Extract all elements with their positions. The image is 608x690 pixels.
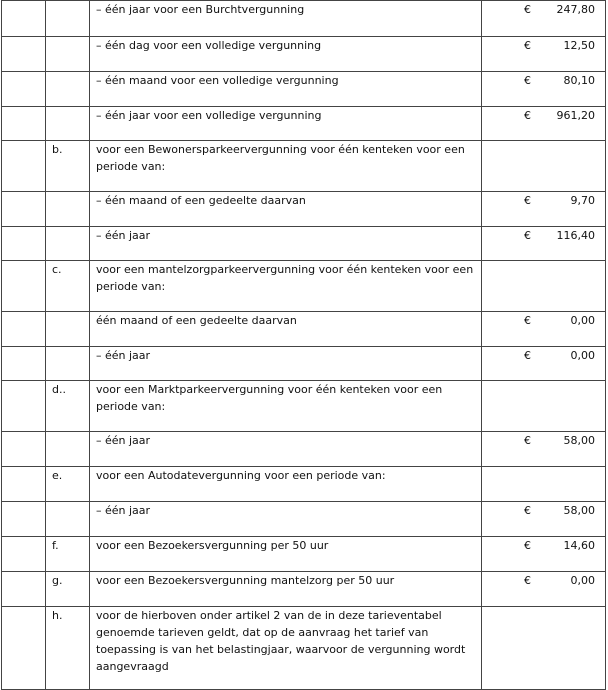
currency-symbol: € bbox=[524, 314, 531, 327]
row-description: voor een Bezoekersvergunning per 50 uur bbox=[90, 537, 482, 572]
row-label: h. bbox=[46, 607, 90, 690]
row-label bbox=[46, 347, 90, 381]
row-description: voor een Marktparkeervergunning voor één kenteken voor een periode van: bbox=[90, 381, 482, 432]
table-row bbox=[2, 192, 606, 227]
currency-symbol: € bbox=[524, 229, 531, 242]
currency-symbol: € bbox=[524, 349, 531, 362]
tariff-table-body bbox=[2, 1, 606, 690]
row-label: g. bbox=[46, 572, 90, 607]
row-label bbox=[46, 37, 90, 72]
amount-value: 247,80 bbox=[556, 3, 595, 16]
amount-cell bbox=[482, 312, 606, 347]
table-row bbox=[2, 312, 606, 347]
amount-value: 0,00 bbox=[570, 574, 595, 587]
row-label bbox=[46, 72, 90, 107]
blank-cell bbox=[2, 72, 46, 107]
table-row bbox=[2, 502, 606, 537]
table-row bbox=[2, 141, 606, 192]
blank-cell bbox=[2, 261, 46, 312]
row-label bbox=[46, 1, 90, 37]
currency-symbol: € bbox=[524, 39, 531, 52]
currency-symbol: € bbox=[524, 109, 531, 122]
blank-cell bbox=[2, 572, 46, 607]
blank-cell bbox=[2, 227, 46, 261]
row-label: b. bbox=[46, 141, 90, 192]
blank-cell bbox=[2, 141, 46, 192]
row-description: – één jaar bbox=[90, 227, 482, 261]
row-description: – één jaar bbox=[90, 347, 482, 381]
row-label bbox=[46, 432, 90, 467]
blank-cell bbox=[2, 432, 46, 467]
amount-value: 961,20 bbox=[556, 109, 595, 122]
table-row bbox=[2, 537, 606, 572]
row-label: f. bbox=[46, 537, 90, 572]
table-row bbox=[2, 607, 606, 690]
table-row bbox=[2, 381, 606, 432]
table-row bbox=[2, 227, 606, 261]
table-row bbox=[2, 1, 606, 37]
table-row bbox=[2, 72, 606, 107]
amount-cell bbox=[482, 432, 606, 467]
row-label bbox=[46, 502, 90, 537]
row-label bbox=[46, 192, 90, 227]
amount-cell bbox=[482, 381, 606, 432]
amount-value: 58,00 bbox=[563, 434, 595, 447]
row-label bbox=[46, 107, 90, 141]
currency-symbol: € bbox=[524, 3, 531, 16]
blank-cell bbox=[2, 1, 46, 37]
amount-cell bbox=[482, 261, 606, 312]
table-row bbox=[2, 572, 606, 607]
row-description: – één jaar voor een Burchtvergunning bbox=[90, 1, 482, 37]
blank-cell bbox=[2, 192, 46, 227]
amount-cell bbox=[482, 227, 606, 261]
row-description: voor een Autodatevergunning voor een periode van: bbox=[90, 467, 482, 502]
row-description: – één dag voor een volledige vergunning bbox=[90, 37, 482, 72]
amount-cell bbox=[482, 37, 606, 72]
amount-value: 58,00 bbox=[563, 504, 595, 517]
row-description: – één maand voor een volledige vergunning bbox=[90, 72, 482, 107]
row-description: – één jaar bbox=[90, 432, 482, 467]
currency-symbol: € bbox=[524, 539, 531, 552]
table-row bbox=[2, 467, 606, 502]
blank-cell bbox=[2, 107, 46, 141]
blank-cell bbox=[2, 467, 46, 502]
row-label: e. bbox=[46, 467, 90, 502]
amount-value: 9,70 bbox=[570, 194, 595, 207]
blank-cell bbox=[2, 347, 46, 381]
currency-symbol: € bbox=[524, 574, 531, 587]
row-label: c. bbox=[46, 261, 90, 312]
row-description: één maand of een gedeelte daarvan bbox=[90, 312, 482, 347]
blank-cell bbox=[2, 537, 46, 572]
amount-cell bbox=[482, 141, 606, 192]
table-row bbox=[2, 261, 606, 312]
row-description: – één jaar bbox=[90, 502, 482, 537]
row-description: – één jaar voor een volledige vergunning bbox=[90, 107, 482, 141]
amount-cell bbox=[482, 347, 606, 381]
row-description: voor de hierboven onder artikel 2 van de in deze tarieventabel genoemde tarieven geldt, dat op de aanvraag het tarief van toepassing is van het belastingjaar, waarvoor de vergunning wordt aangevraagd bbox=[90, 607, 482, 690]
blank-cell bbox=[2, 37, 46, 72]
amount-value: 0,00 bbox=[570, 349, 595, 362]
row-description: voor een Bezoekersvergunning mantelzorg per 50 uur bbox=[90, 572, 482, 607]
amount-cell bbox=[482, 467, 606, 502]
amount-cell bbox=[482, 192, 606, 227]
currency-symbol: € bbox=[524, 434, 531, 447]
table-row bbox=[2, 347, 606, 381]
amount-value: 12,50 bbox=[563, 39, 595, 52]
currency-symbol: € bbox=[524, 194, 531, 207]
table-row bbox=[2, 432, 606, 467]
blank-cell bbox=[2, 607, 46, 690]
blank-cell bbox=[2, 381, 46, 432]
amount-cell bbox=[482, 72, 606, 107]
row-label bbox=[46, 227, 90, 261]
row-description: voor een Bewonersparkeervergunning voor één kenteken voor een periode van: bbox=[90, 141, 482, 192]
amount-cell bbox=[482, 537, 606, 572]
currency-symbol: € bbox=[524, 504, 531, 517]
amount-cell bbox=[482, 107, 606, 141]
amount-value: 0,00 bbox=[570, 314, 595, 327]
row-description: voor een mantelzorgparkeervergunning voor één kenteken voor een periode van: bbox=[90, 261, 482, 312]
row-description: – één maand of een gedeelte daarvan bbox=[90, 192, 482, 227]
amount-value: 80,10 bbox=[563, 74, 595, 87]
table-row bbox=[2, 107, 606, 141]
amount-value: 14,60 bbox=[563, 539, 595, 552]
tariff-table bbox=[1, 0, 606, 690]
row-label: d.. bbox=[46, 381, 90, 432]
table-row bbox=[2, 37, 606, 72]
blank-cell bbox=[2, 502, 46, 537]
amount-cell bbox=[482, 502, 606, 537]
amount-cell bbox=[482, 572, 606, 607]
blank-cell bbox=[2, 312, 46, 347]
currency-symbol: € bbox=[524, 74, 531, 87]
amount-value: 116,40 bbox=[556, 229, 595, 242]
row-label bbox=[46, 312, 90, 347]
amount-cell bbox=[482, 607, 606, 690]
amount-cell bbox=[482, 1, 606, 37]
